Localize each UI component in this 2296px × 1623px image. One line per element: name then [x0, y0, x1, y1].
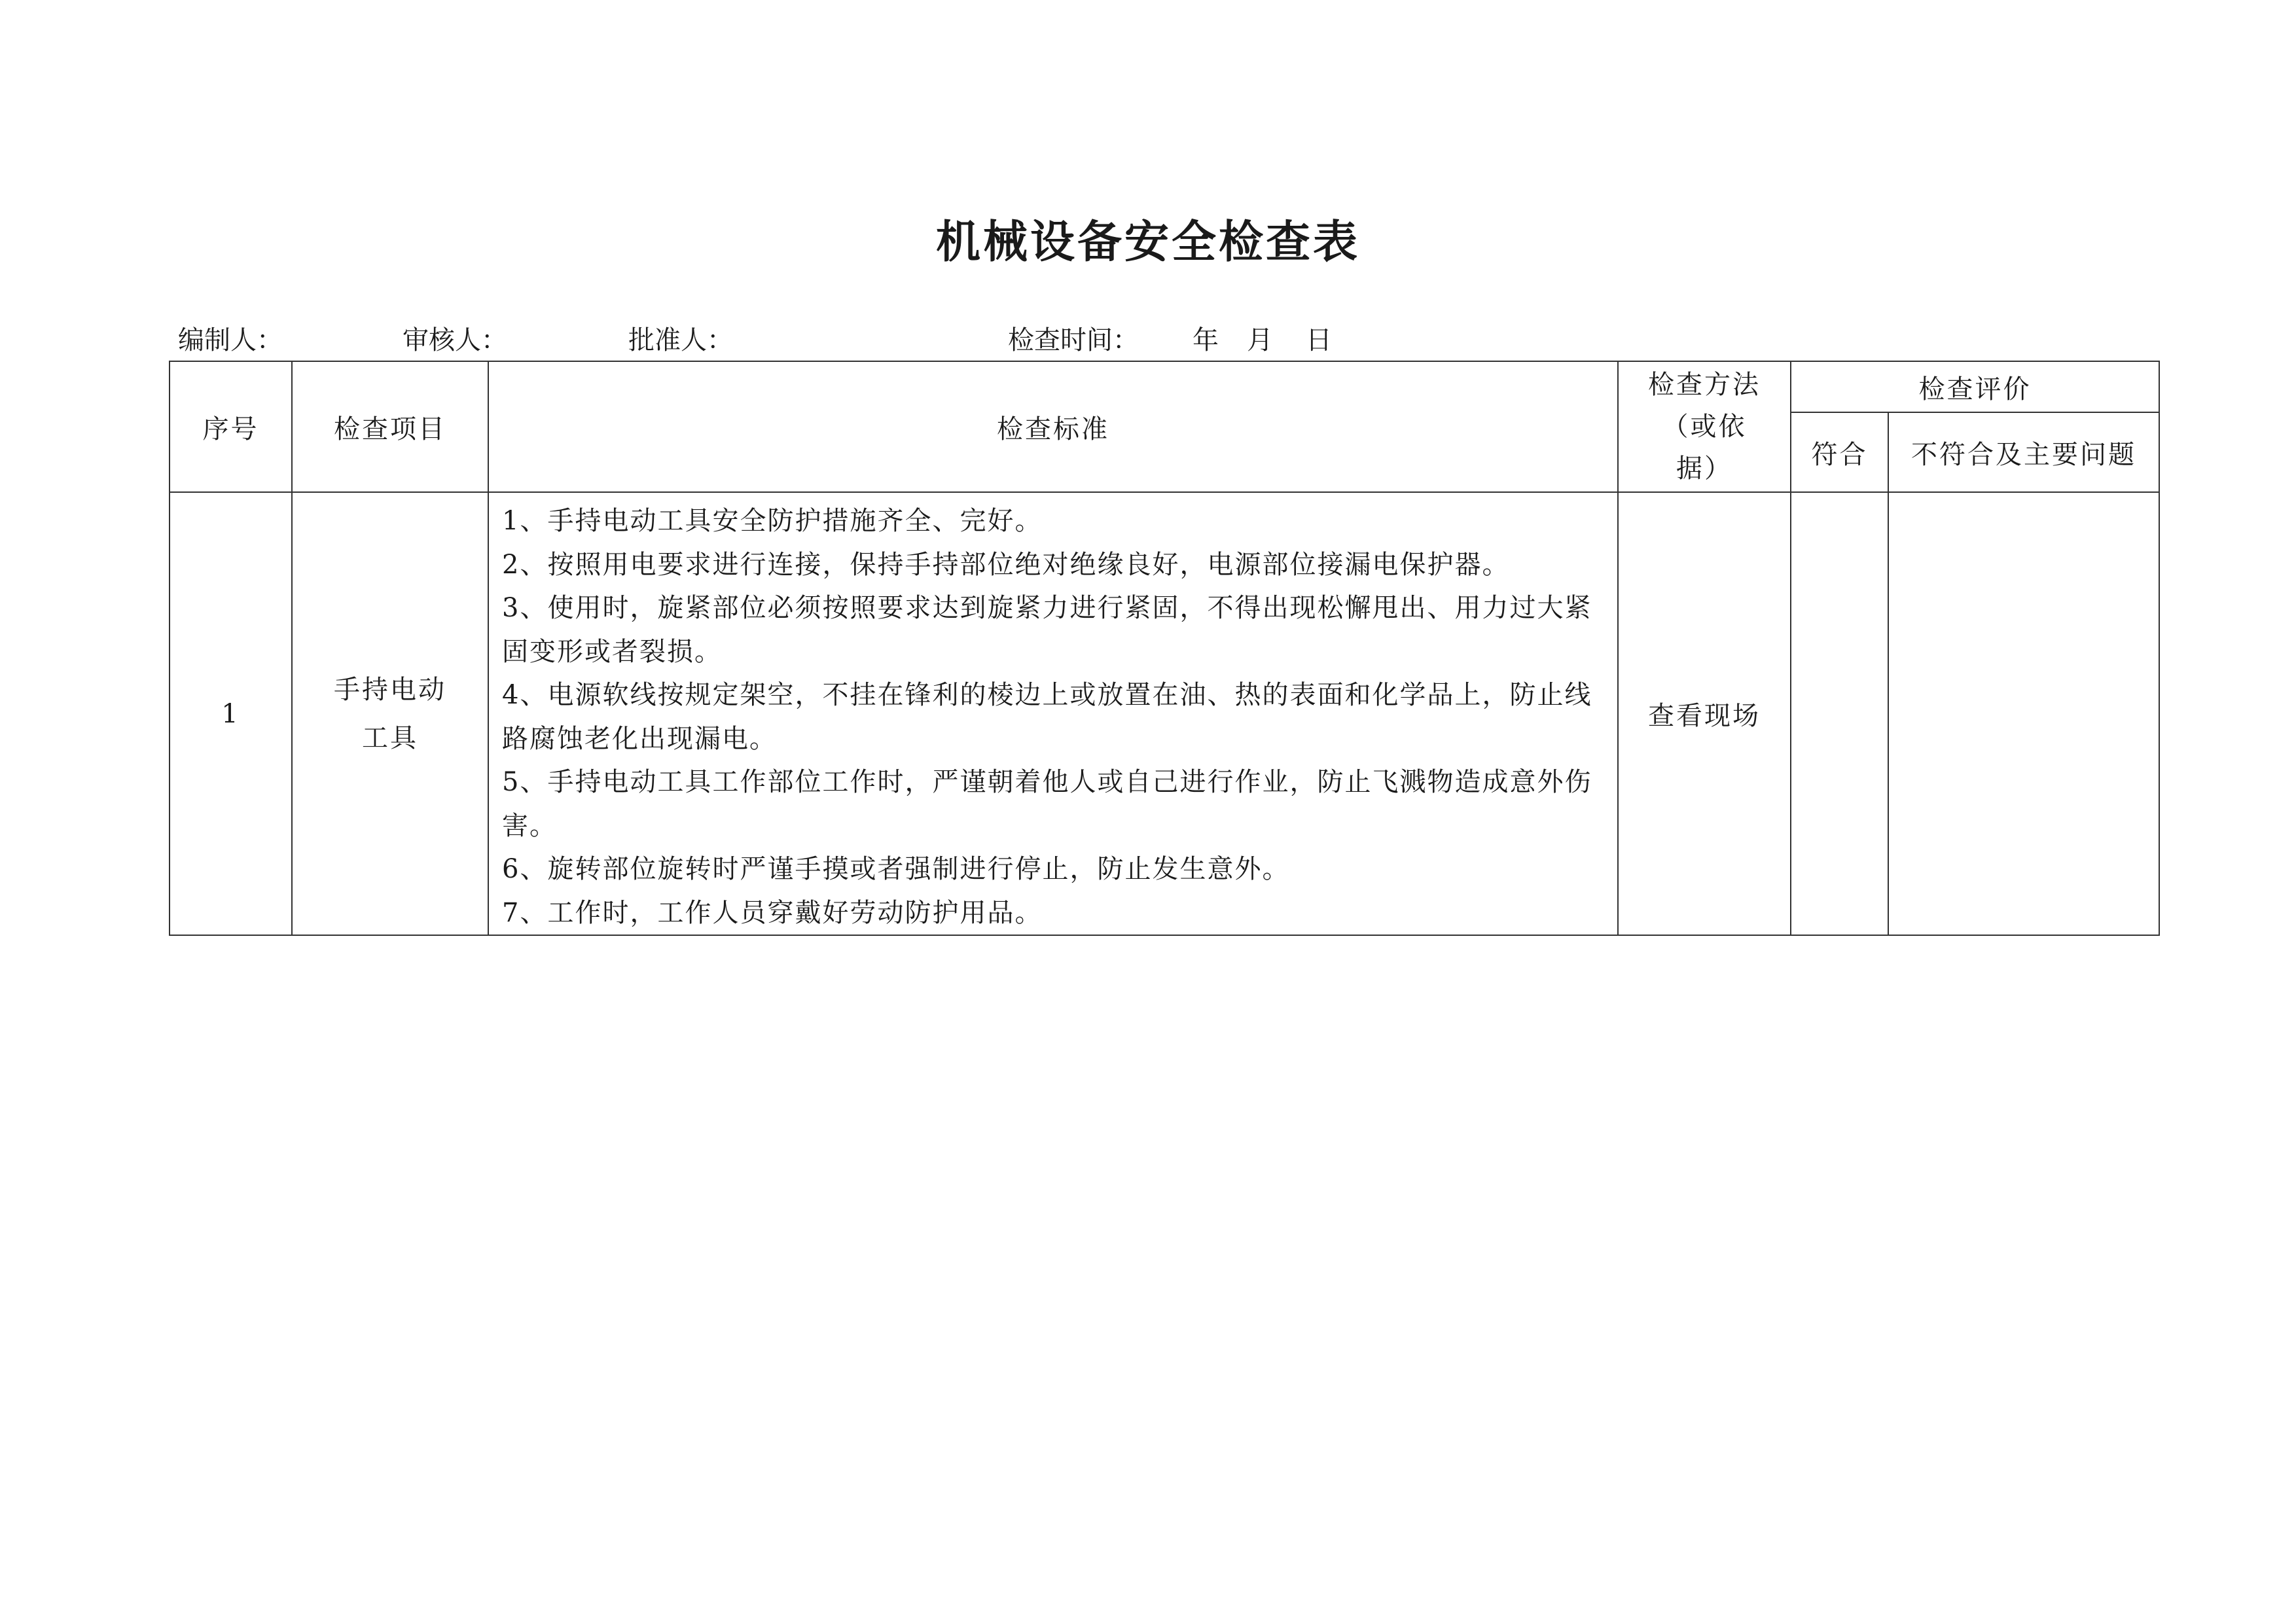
- header-nonconform: 不符合及主要问题: [1888, 412, 2159, 492]
- criteria-item: 1、手持电动工具安全防护措施齐全、完好。: [502, 506, 1043, 536]
- criteria-item: 4、电源软线按规定架空，不挂在锋利的棱边上或放置在油、热的表面和化学品上，防止线路腐蚀老化出现漏电。: [502, 680, 1592, 754]
- header-method: [1618, 361, 1791, 492]
- month-label: 月: [1247, 325, 1273, 355]
- criteria-item: 2、按照用电要求进行连接，保持手持部位绝对绝缘良好，电源部位接漏电保护器。: [502, 549, 1510, 580]
- row-criteria: [488, 492, 1618, 935]
- inspection-table: [169, 361, 2160, 936]
- reviewer-label: 审核人：: [403, 325, 507, 355]
- header-item: 检查项目: [292, 361, 488, 492]
- year-label: 年: [1193, 325, 1219, 355]
- header-no: 序号: [170, 361, 292, 492]
- compiler-label: 编制人：: [178, 325, 283, 355]
- approver-label: 批准人：: [628, 325, 733, 355]
- header-method-line3: 据）: [1676, 454, 1732, 484]
- inspection-time-label: 检查时间：: [1008, 325, 1139, 355]
- row-nonconform: [1888, 492, 2159, 935]
- row-item-line1: 手持电动: [334, 674, 446, 705]
- row-item: [292, 492, 488, 935]
- header-standard: 检查标准: [488, 361, 1618, 492]
- page-title: 机械设备安全检查表: [935, 216, 1360, 268]
- row-item-line2: 工具: [362, 722, 418, 753]
- table-row: [170, 492, 2159, 935]
- header-conform: 符合: [1791, 412, 1888, 492]
- day-label: 日: [1306, 325, 1332, 355]
- row-conform: [1791, 492, 1888, 935]
- header-evaluation: 检查评价: [1791, 361, 2159, 412]
- criteria-item: 5、手持电动工具工作部位工作时，严谨朝着他人或自己进行作业，防止飞溅物造成意外伤害。: [502, 767, 1592, 841]
- row-method: 查看现场: [1618, 492, 1791, 935]
- criteria-item: 6、旋转部位旋转时严谨手摸或者强制进行停止，防止发生意外。: [502, 854, 1290, 884]
- criteria-item: 7、工作时，工作人员穿戴好劳动防护用品。: [502, 897, 1043, 928]
- criteria-item: 3、使用时，旋紧部位必须按照要求达到旋紧力进行紧固，不得出现松懈甩出、用力过大紧固变形或者裂损。: [502, 593, 1592, 667]
- header-method-line1: 检查方法: [1648, 370, 1761, 400]
- row-no: 1: [170, 492, 292, 935]
- header-method-line2: （或依: [1662, 412, 1747, 442]
